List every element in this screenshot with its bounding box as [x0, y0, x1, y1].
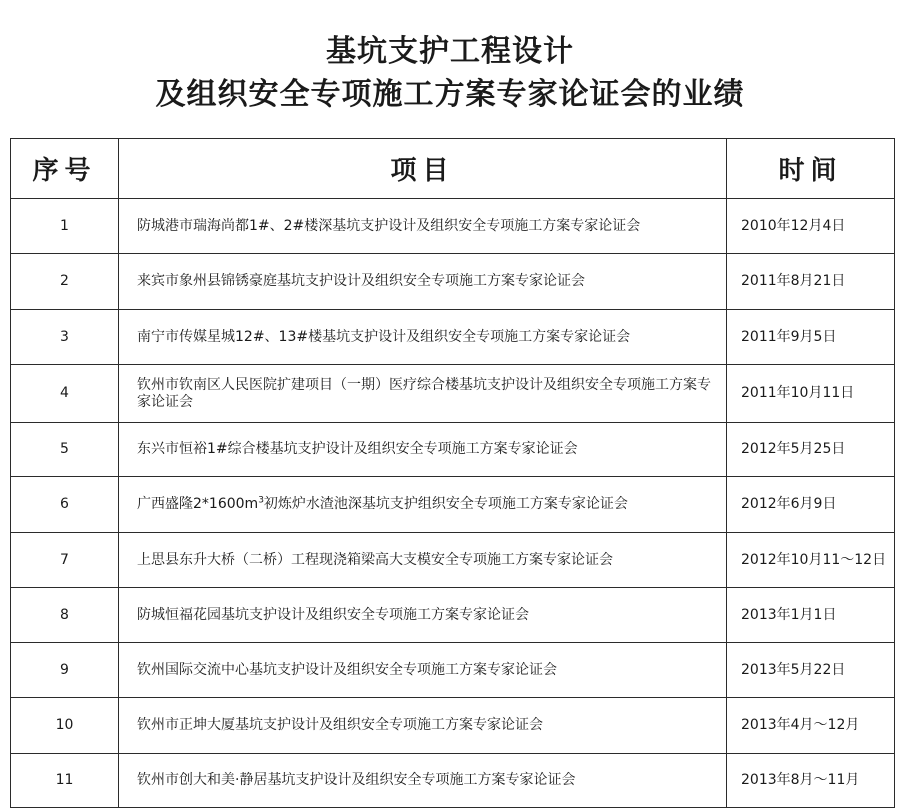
table-row	[11, 643, 895, 698]
row-project-text: 广西盛隆2*1600m	[137, 496, 259, 512]
row-no: 10	[11, 698, 119, 754]
table-row	[11, 477, 895, 533]
row-project: 上思县东升大桥（二桥）工程现浇箱梁高大支模安全专项施工方案专家论证会	[119, 533, 727, 588]
row-project: 东兴市恒裕1#综合楼基坑支护设计及组织安全专项施工方案专家论证会	[119, 423, 727, 477]
row-no: 4	[11, 365, 119, 423]
row-project: 防城港市瑞海尚都1#、2#楼深基坑支护设计及组织安全专项施工方案专家论证会	[119, 199, 727, 254]
row-no: 7	[11, 533, 119, 588]
row-time: 2012年6月9日	[727, 477, 895, 533]
row-project	[119, 477, 727, 533]
row-time: 2012年10月11～12日	[727, 533, 895, 588]
row-project: 钦州国际交流中心基坑支护设计及组织安全专项施工方案专家论证会	[119, 643, 727, 698]
table-row	[11, 698, 895, 754]
row-project: 钦州市正坤大厦基坑支护设计及组织安全专项施工方案专家论证会	[119, 698, 727, 754]
row-no: 9	[11, 643, 119, 698]
row-no: 5	[11, 423, 119, 477]
header-no: 序号	[11, 139, 119, 199]
row-project: 防城恒福花园基坑支护设计及组织安全专项施工方案专家论证会	[119, 588, 727, 643]
page-subtitle: 及组织安全专项施工方案专家论证会的业绩	[155, 77, 745, 112]
row-no: 1	[11, 199, 119, 254]
superscript-unit: 3	[258, 495, 264, 506]
table-row	[11, 533, 895, 588]
row-project: 钦州市钦南区人民医院扩建项目（一期）医疗综合楼基坑支护设计及组织安全专项施工方案专家论证会	[119, 365, 727, 423]
row-no: 8	[11, 588, 119, 643]
table-row	[11, 310, 895, 365]
row-time: 2010年12月4日	[727, 199, 895, 254]
table-header-row	[11, 139, 895, 199]
row-time: 2011年10月11日	[727, 365, 895, 423]
header-project: 项目	[119, 139, 727, 199]
row-project: 南宁市传媒星城12#、13#楼基坑支护设计及组织安全专项施工方案专家论证会	[119, 310, 727, 365]
row-time: 2013年4月～12月	[727, 698, 895, 754]
row-project-text-cont: 初炼炉水渣池深基坑支护组织安全专项施工方案专家论证会	[263, 496, 628, 512]
row-time: 2012年5月25日	[727, 423, 895, 477]
table-row	[11, 365, 895, 423]
row-no: 11	[11, 754, 119, 808]
table-row	[11, 254, 895, 310]
row-time: 2013年8月～11月	[727, 754, 895, 808]
row-time: 2013年1月1日	[727, 588, 895, 643]
page-title: 基坑支护工程设计	[326, 34, 574, 69]
row-no: 3	[11, 310, 119, 365]
table-row	[11, 423, 895, 477]
row-time: 2013年5月22日	[727, 643, 895, 698]
row-no: 2	[11, 254, 119, 310]
row-project: 来宾市象州县锦锈豪庭基坑支护设计及组织安全专项施工方案专家论证会	[119, 254, 727, 310]
achievements-table	[10, 138, 895, 808]
row-time: 2011年8月21日	[727, 254, 895, 310]
row-project: 钦州市创大和美·静居基坑支护设计及组织安全专项施工方案专家论证会	[119, 754, 727, 808]
table-row	[11, 588, 895, 643]
header-time: 时间	[727, 139, 895, 199]
table-row	[11, 199, 895, 254]
row-time: 2011年9月5日	[727, 310, 895, 365]
table-row	[11, 754, 895, 808]
row-no: 6	[11, 477, 119, 533]
